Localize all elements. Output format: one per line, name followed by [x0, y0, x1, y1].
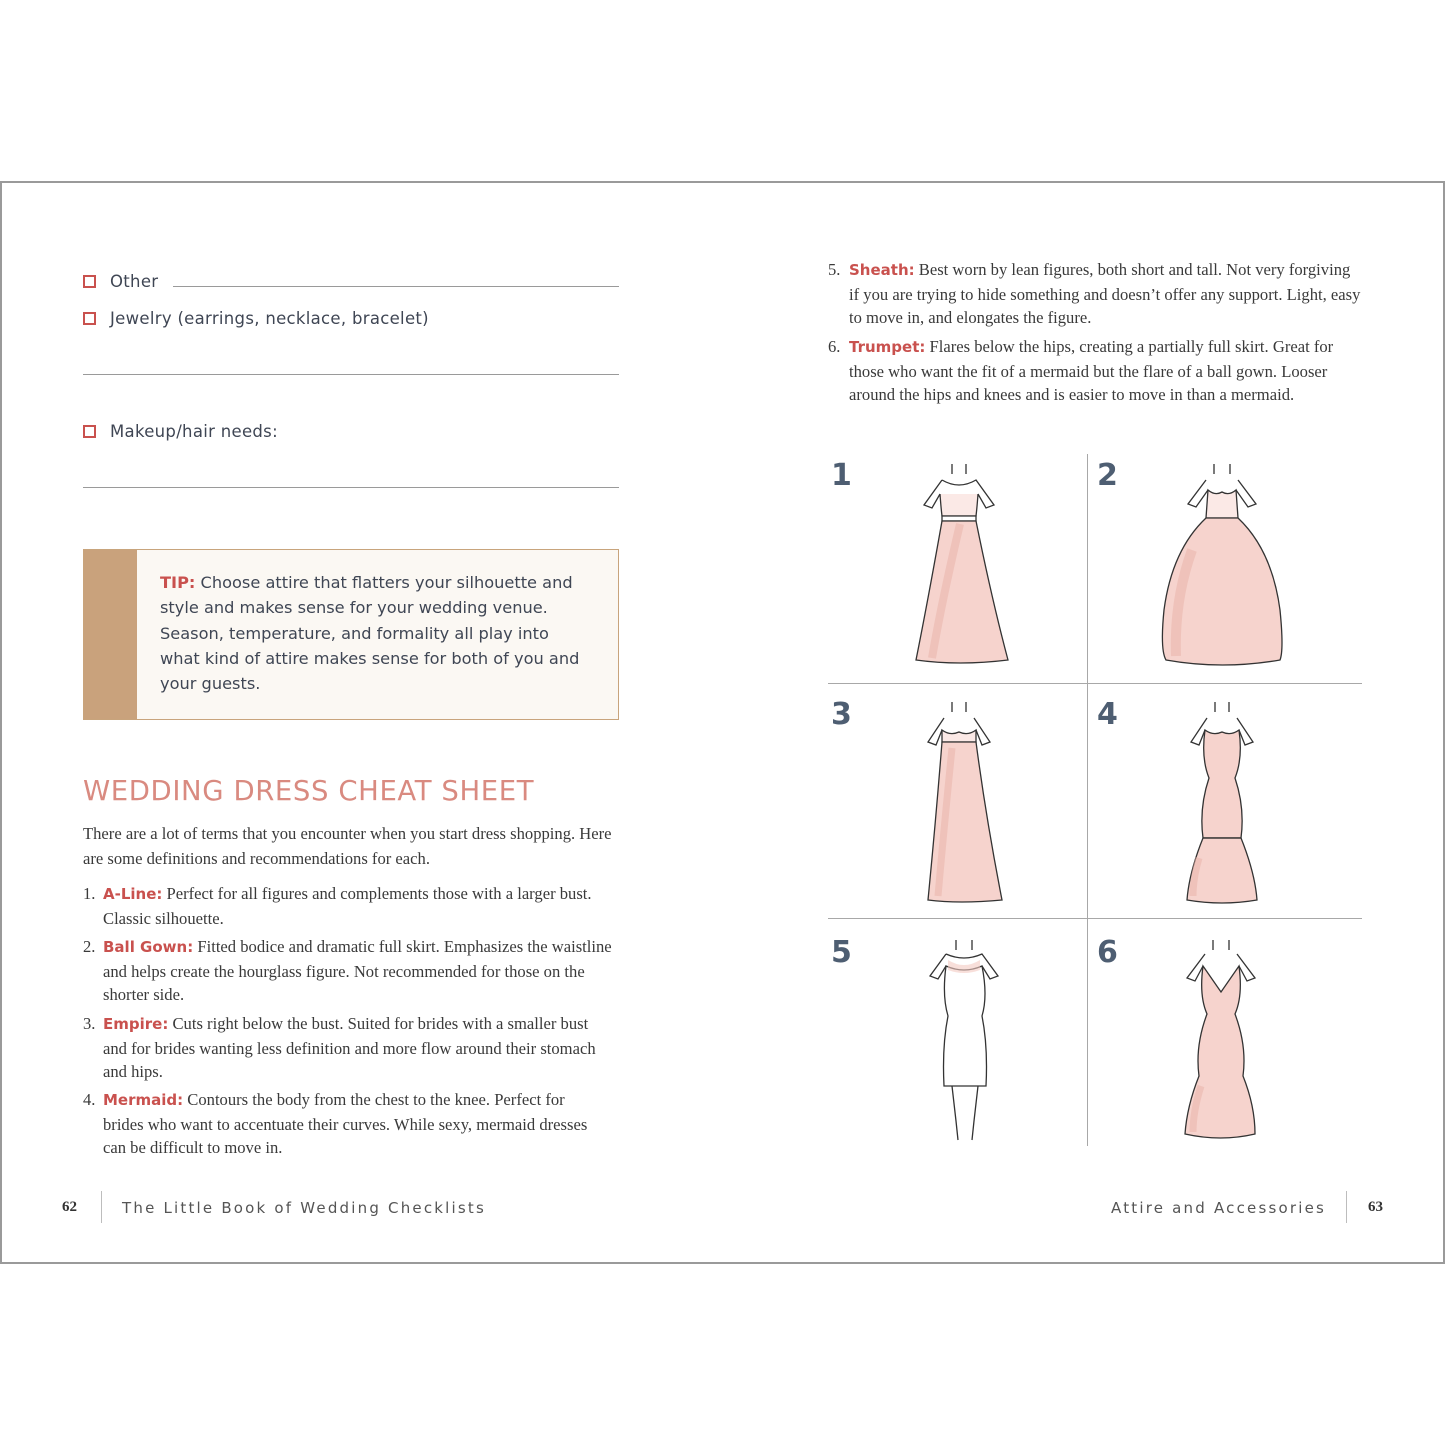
- write-in-line: [83, 487, 619, 488]
- dress-number-1: 1: [831, 458, 852, 493]
- dress-number-6: 6: [1097, 935, 1118, 970]
- footer-chapter-title: Attire and Accessories: [1111, 1199, 1327, 1217]
- trumpet-dress-icon: [1167, 936, 1277, 1146]
- definition-text: Cuts right below the bust. Suited for brides with a smaller bust and for brides wanting less definition and more flow around their stomach and hips.: [103, 1014, 596, 1082]
- page-number-left: 62: [62, 1199, 77, 1215]
- page-number-right: 63: [1368, 1199, 1383, 1215]
- definition-trumpet: [828, 335, 1368, 407]
- definition-term: Trumpet:: [849, 338, 926, 356]
- section-title: WEDDING DRESS CHEAT SHEET: [83, 775, 535, 807]
- definition-term: Sheath:: [849, 261, 915, 279]
- grid-horizontal-line: [828, 918, 1362, 919]
- checkbox-icon[interactable]: [83, 312, 96, 325]
- tip-text: [160, 570, 590, 696]
- definition-a-line: [83, 882, 603, 932]
- section-intro: There are a lot of terms that you encounter when you start dress shopping. Here are some definitions and recommendations for each.: [83, 824, 612, 868]
- definition-term: Mermaid:: [103, 1091, 184, 1109]
- definition-text: Best worn by lean figures, both short and tall. Not very forgiving if you are trying to hide something and doesn’t offer any support. Light, easy to move in, and elongates the figure.: [849, 260, 1361, 328]
- dress-number-5: 5: [831, 935, 852, 970]
- definition-text: Fitted bodice and dramatic full skirt. Emphasizes the waistline and helps create the hourglass figure. Not recommended for those on the shorter side.: [103, 937, 612, 1005]
- write-in-line: [83, 374, 619, 375]
- mermaid-dress-icon: [1167, 698, 1277, 908]
- empire-dress-icon: [902, 698, 1012, 908]
- definition-text: Perfect for all figures and complements those with a larger bust. Classic silhouette.: [103, 884, 592, 928]
- dress-number-3: 3: [831, 697, 852, 732]
- sheath-dress-icon: [912, 936, 1022, 1146]
- definition-number: 6.: [828, 337, 841, 356]
- ball-gown-dress-icon: [1152, 460, 1292, 670]
- definition-ball-gown: [83, 935, 613, 1007]
- checklist-label: Jewelry (earrings, necklace, bracelet): [110, 309, 429, 328]
- write-in-line: [173, 286, 619, 287]
- definition-number: 2.: [83, 937, 96, 956]
- definition-number: 4.: [83, 1090, 96, 1109]
- definition-empire: [83, 1012, 613, 1084]
- definition-term: Empire:: [103, 1015, 169, 1033]
- definition-term: Ball Gown:: [103, 938, 194, 956]
- definition-text: Flares below the hips, creating a partially full skirt. Great for those who want the fit of a mermaid but the flare of a ball gown. Looser around the hips and knees and is easier to move in than a mermaid.: [849, 337, 1334, 405]
- tip-box: [83, 549, 619, 720]
- tip-body: Choose attire that flatters your silhouette and style and makes sense for your wedding venue. Season, temperature, and formality all play into what kind of attire makes sense for both of you and your guests.: [160, 573, 580, 694]
- checklist-item-makeup[interactable]: [83, 422, 278, 441]
- grid-horizontal-line: [828, 683, 1362, 684]
- tip-label: TIP:: [160, 573, 196, 592]
- checkbox-icon[interactable]: [83, 425, 96, 438]
- dress-number-4: 4: [1097, 697, 1118, 732]
- book-spread: [0, 181, 1445, 1264]
- definition-mermaid: [83, 1088, 613, 1160]
- checklist-label: Other: [110, 272, 159, 291]
- footer-divider: [101, 1191, 102, 1223]
- footer-book-title: The Little Book of Wedding Checklists: [122, 1199, 487, 1217]
- a-line-dress-icon: [902, 460, 1012, 670]
- dress-number-2: 2: [1097, 458, 1118, 493]
- grid-vertical-line: [1087, 454, 1088, 1146]
- checklist-label: Makeup/hair needs:: [110, 422, 278, 441]
- definition-text: Contours the body from the chest to the knee. Perfect for brides who want to accentuate their curves. While sexy, mermaid dresses can be difficult to move in.: [103, 1090, 588, 1158]
- definition-term: A-Line:: [103, 885, 163, 903]
- definition-sheath: [828, 258, 1368, 330]
- checklist-item-jewelry[interactable]: [83, 309, 429, 328]
- definition-number: 5.: [828, 260, 841, 279]
- definition-number: 1.: [83, 884, 96, 903]
- checklist-item-other[interactable]: [83, 272, 158, 291]
- tip-accent-bar: [84, 550, 137, 719]
- definition-number: 3.: [83, 1014, 96, 1033]
- footer-divider: [1346, 1191, 1347, 1223]
- checkbox-icon[interactable]: [83, 275, 96, 288]
